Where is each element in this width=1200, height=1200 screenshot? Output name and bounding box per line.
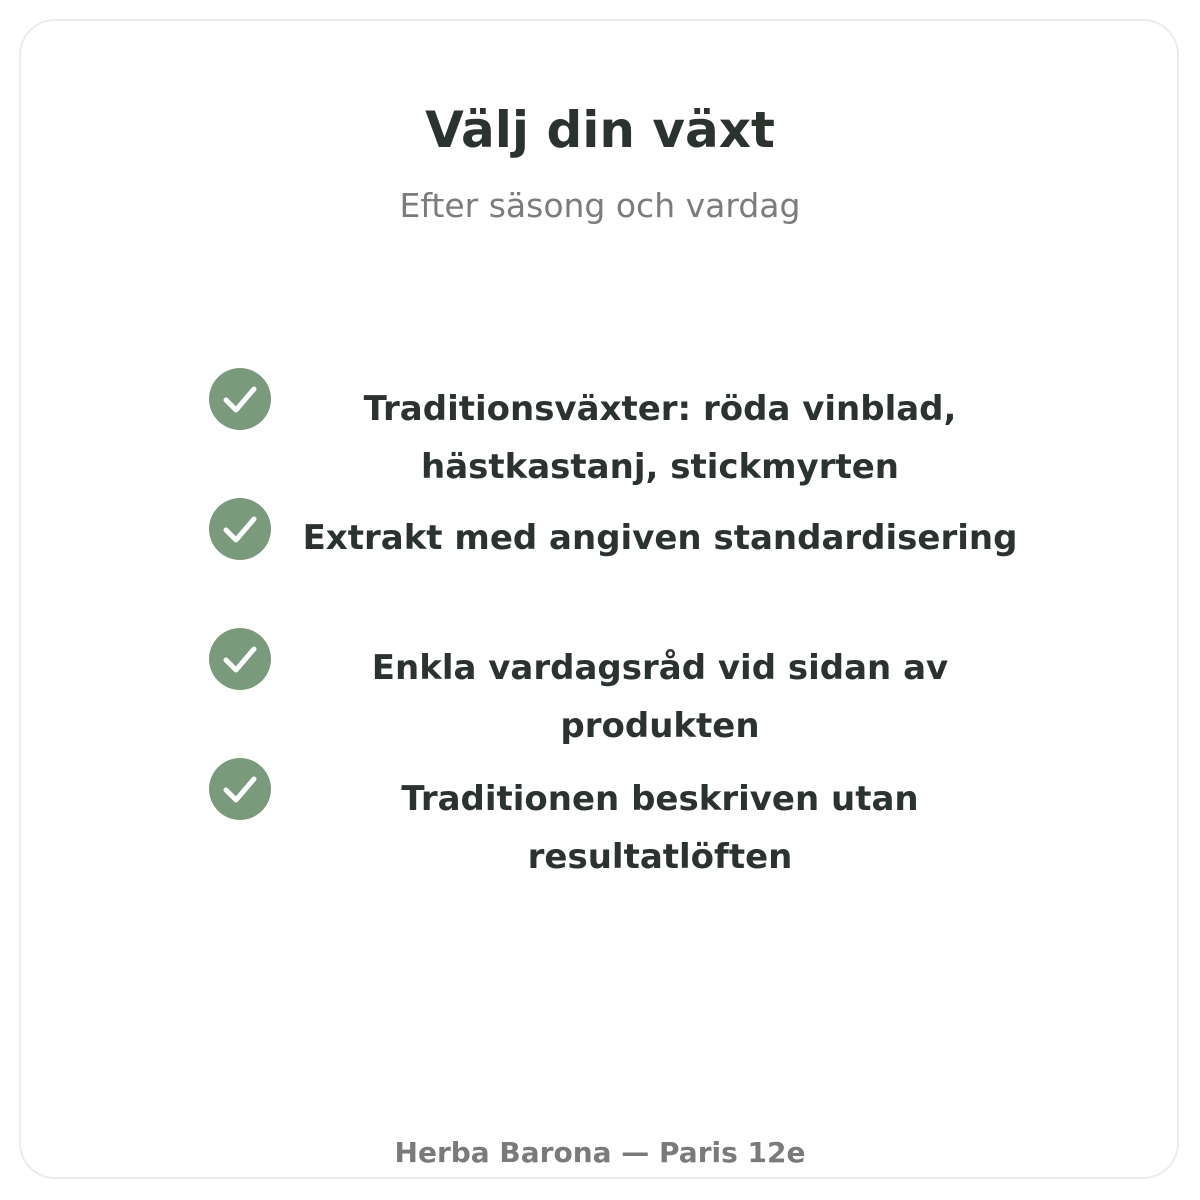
list-item: Traditionsväxter: röda vinblad, hästkastanj, stickmyrten xyxy=(363,389,957,487)
check-circle-icon xyxy=(209,628,271,690)
page-subtitle: Efter säsong och vardag xyxy=(399,186,801,225)
check-circle-icon xyxy=(209,368,271,430)
list-item: Traditionen beskriven utan resultatlöften xyxy=(401,779,919,877)
list-item: Extrakt med angiven standardisering xyxy=(302,518,1018,558)
check-circle-icon xyxy=(209,758,271,820)
list-item: Enkla vardagsråd vid sidan av produkten xyxy=(371,648,949,746)
check-circle-icon xyxy=(209,498,271,560)
footer-brand: Herba Barona — Paris 12e xyxy=(394,1136,806,1169)
page-title: Välj din växt xyxy=(425,101,775,159)
